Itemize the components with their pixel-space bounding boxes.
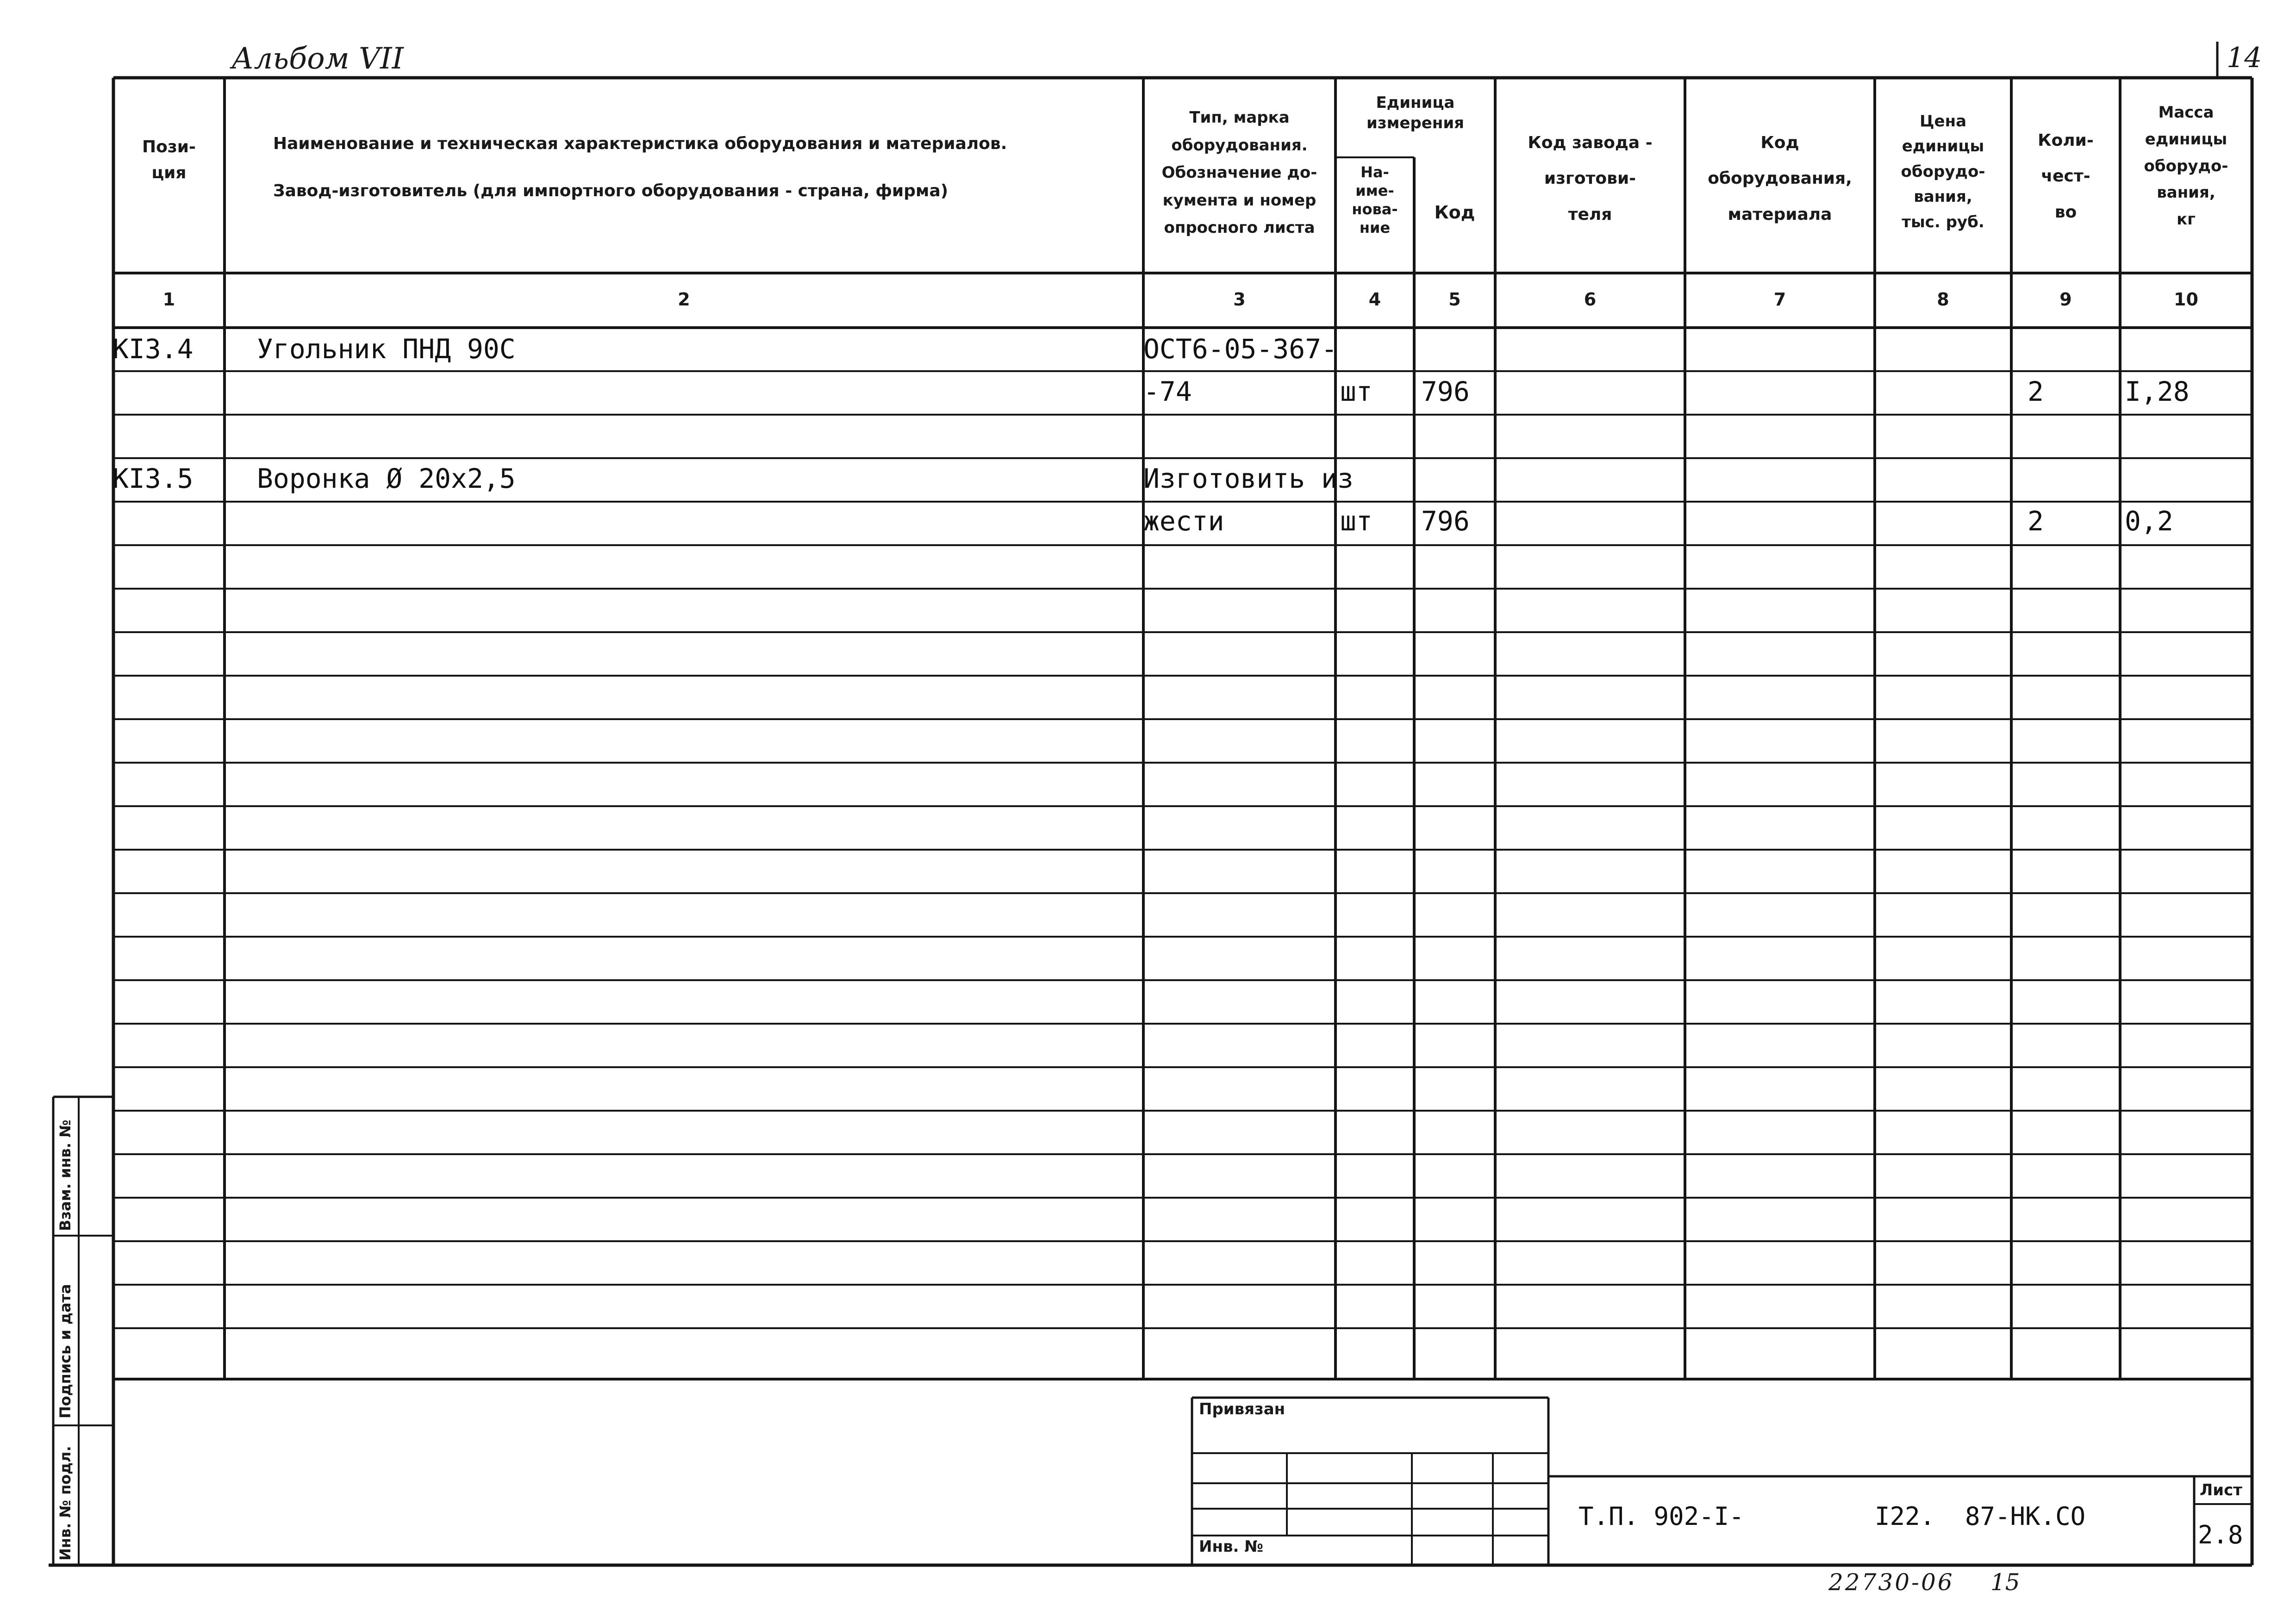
column-number-6: 6	[1584, 289, 1597, 310]
table-row-name: Угольник ПНД 90С	[257, 333, 516, 365]
title-block-doc-code-c: 87-НК.СО	[1965, 1502, 2086, 1531]
header-unit-group: Единица измерения	[1366, 93, 1464, 133]
side-stamp-inv-podl: Инв. № подл.	[56, 1446, 74, 1561]
column-number-9: 9	[2059, 289, 2072, 310]
header-unit-name: На- име- нова- ние	[1352, 163, 1398, 236]
table-row-name: Воронка Ø 20x2,5	[257, 463, 516, 494]
column-number-4: 4	[1368, 289, 1381, 310]
column-number-8: 8	[1937, 289, 1949, 310]
table-row-position: KI3.4	[112, 333, 193, 365]
title-block-privyazan: Привязан	[1199, 1400, 1285, 1418]
column-number-10: 10	[2174, 289, 2198, 310]
album-label: Альбом VII	[231, 42, 404, 76]
title-block-doc-code-b: I22.	[1875, 1502, 1935, 1531]
table-row-type: ОСТ6-05-367-	[1143, 333, 1338, 365]
table-row-code: 796	[1421, 376, 1470, 407]
table-row-mass: 0,2	[2125, 505, 2173, 537]
column-number-5: 5	[1448, 289, 1461, 310]
table-row-quantity: 2	[2028, 376, 2044, 407]
header-quantity: Коли- чест- во	[2038, 131, 2094, 222]
title-block-sheet-label: Лист	[2200, 1481, 2242, 1499]
column-number-2: 2	[678, 289, 690, 310]
table-row-unit: шт	[1340, 376, 1373, 407]
archive-number: 22730-06	[1828, 1569, 1954, 1596]
header-price: Цена единицы оборудо- вания, тыс. руб.	[1901, 112, 1985, 231]
title-block-doc-code-a: Т.П. 902-I-	[1578, 1502, 1744, 1531]
table-row-type: -74	[1143, 376, 1192, 407]
title-block-sheet-value: 2.8	[2198, 1520, 2243, 1549]
column-number-7: 7	[1773, 289, 1786, 310]
table-row-code: 796	[1421, 505, 1470, 537]
page-number: 14	[2227, 42, 2262, 74]
table-row-unit: шт	[1340, 505, 1373, 537]
header-type: Тип, марка оборудования. Обозначение до- кумента и номер опросного листа	[1161, 108, 1317, 237]
table-row-quantity: 2	[2028, 505, 2044, 537]
header-equipment-code: Код оборудования, материала	[1708, 133, 1852, 224]
table-row-mass: I,28	[2125, 376, 2190, 407]
header-factory-code: Код завода - изготови- теля	[1528, 133, 1653, 224]
header-name-line2: Завод-изготовитель (для импортного оборудования - страна, фирма)	[273, 181, 948, 200]
column-number-1: 1	[162, 289, 175, 310]
title-block-inv-no: Инв. №	[1199, 1537, 1264, 1556]
header-position: Пози- ция	[142, 137, 196, 182]
header-name-line1: Наименование и техническая характеристика оборудования и материалов.	[273, 134, 1007, 153]
header-unit-code: Код	[1434, 202, 1475, 223]
side-stamp-vzam: Взам. инв. №	[56, 1119, 74, 1231]
table-row-type: Изготовить из	[1143, 463, 1354, 494]
table-row-position: KI3.5	[112, 463, 193, 494]
archive-page: 15	[1990, 1569, 2020, 1596]
table-row-type: жести	[1143, 505, 1224, 537]
header-mass: Масса единицы оборудо- вания, кг	[2144, 103, 2228, 229]
column-number-3: 3	[1233, 289, 1246, 310]
side-stamp-podpis: Подпись и дата	[56, 1284, 74, 1418]
